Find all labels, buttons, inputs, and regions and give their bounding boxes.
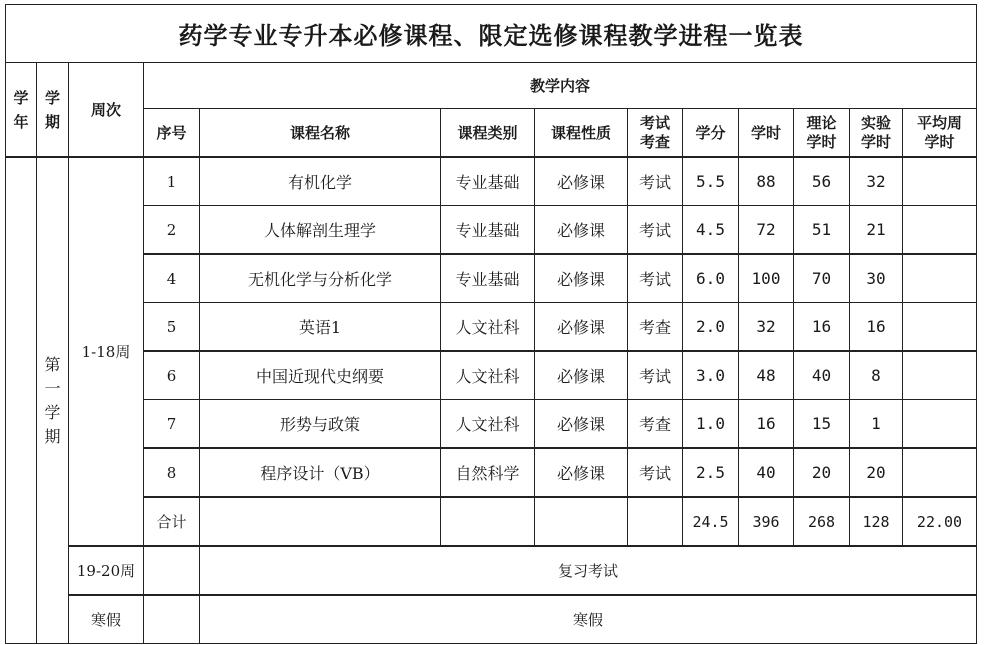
- lab-hours-cell: 8: [850, 351, 903, 400]
- theory-hours-cell: 56: [794, 157, 850, 206]
- table-row: [6, 351, 977, 400]
- hours-cell: 100: [739, 254, 794, 303]
- school-year-cell: [6, 157, 37, 644]
- review-empty-cell: [144, 546, 200, 595]
- header-course-name: 课程名称: [200, 109, 441, 158]
- avg-weekly-hours-cell: [903, 157, 977, 206]
- theory-hours-cell: 51: [794, 206, 850, 255]
- header-theory-hours-label: 理论 学时: [806, 113, 837, 151]
- credits-cell: 5.5: [683, 157, 739, 206]
- avg-weekly-hours-cell: [903, 254, 977, 303]
- avg-weekly-hours-cell: [903, 206, 977, 255]
- header-weeks: 周次: [69, 63, 144, 158]
- hours-cell: 40: [739, 448, 794, 497]
- header-avg-weekly-hours-label: 平均周 学时: [916, 113, 962, 151]
- exam-type-cell: 考试: [628, 206, 683, 255]
- course-category-cell: 自然科学: [441, 448, 535, 497]
- table-title: 药学专业专升本必修课程、限定选修课程教学进程一览表: [6, 5, 977, 63]
- theory-hours-cell: 20: [794, 448, 850, 497]
- avg-weekly-hours-cell: [903, 400, 977, 449]
- lab-hours-cell: 32: [850, 157, 903, 206]
- header-exam-type-label: 考试 考查: [639, 113, 670, 151]
- course-name-cell: 有机化学: [200, 157, 441, 206]
- course-nature-cell: 必修课: [535, 400, 628, 449]
- header-course-category: 课程类别: [441, 109, 535, 158]
- header-exam-type: [628, 109, 683, 158]
- lab-hours-cell: 30: [850, 254, 903, 303]
- table-row: [6, 303, 977, 352]
- course-nature-cell: 必修课: [535, 206, 628, 255]
- seq-cell: 7: [144, 400, 200, 449]
- course-name-cell: 程序设计（VB）: [200, 448, 441, 497]
- course-category-cell: 专业基础: [441, 254, 535, 303]
- total-empty-cell: [628, 497, 683, 546]
- hours-cell: 72: [739, 206, 794, 255]
- avg-weekly-hours-cell: [903, 351, 977, 400]
- course-category-cell: 专业基础: [441, 206, 535, 255]
- seq-cell: 1: [144, 157, 200, 206]
- course-category-cell: 人文社科: [441, 303, 535, 352]
- review-weeks-cell: 19-20周: [69, 546, 144, 595]
- total-empty-cell: [535, 497, 628, 546]
- theory-hours-cell: 16: [794, 303, 850, 352]
- hours-cell: 32: [739, 303, 794, 352]
- course-name-cell: 英语1: [200, 303, 441, 352]
- vacation-content-cell: 寒假: [200, 595, 977, 644]
- lab-hours-cell: 21: [850, 206, 903, 255]
- credits-cell: 2.0: [683, 303, 739, 352]
- seq-cell: 8: [144, 448, 200, 497]
- seq-cell: 5: [144, 303, 200, 352]
- hours-cell: 48: [739, 351, 794, 400]
- seq-cell: 2: [144, 206, 200, 255]
- course-name-cell: 形势与政策: [200, 400, 441, 449]
- course-name-cell: 中国近现代史纲要: [200, 351, 441, 400]
- total-lab-hours-cell: 128: [850, 497, 903, 546]
- course-category-cell: 人文社科: [441, 400, 535, 449]
- avg-weekly-hours-cell: [903, 303, 977, 352]
- course-category-cell: 人文社科: [441, 351, 535, 400]
- exam-type-cell: 考试: [628, 157, 683, 206]
- header-teaching-content: 教学内容: [144, 63, 977, 109]
- seq-cell: 4: [144, 254, 200, 303]
- vacation-weeks-cell: 寒假: [69, 595, 144, 644]
- semester-label: 第 一 学 期: [44, 354, 61, 446]
- total-theory-hours-cell: 268: [794, 497, 850, 546]
- vacation-empty-cell: [144, 595, 200, 644]
- exam-type-cell: 考试: [628, 254, 683, 303]
- semester-cell: [37, 157, 69, 644]
- header-credits: 学分: [683, 109, 739, 158]
- course-nature-cell: 必修课: [535, 448, 628, 497]
- course-name-cell: 人体解剖生理学: [200, 206, 441, 255]
- credits-cell: 4.5: [683, 206, 739, 255]
- review-row: [6, 546, 977, 595]
- header-school-year-label: 学 年: [13, 88, 29, 131]
- header-hours: 学时: [739, 109, 794, 158]
- hours-cell: 16: [739, 400, 794, 449]
- course-nature-cell: 必修课: [535, 254, 628, 303]
- total-empty-cell: [441, 497, 535, 546]
- total-hours-cell: 396: [739, 497, 794, 546]
- table-row: [6, 400, 977, 449]
- seq-cell: 6: [144, 351, 200, 400]
- header-school-year: [6, 63, 37, 158]
- header-semester-label: 学 期: [44, 88, 60, 131]
- course-nature-cell: 必修课: [535, 157, 628, 206]
- table-row: [6, 157, 977, 206]
- exam-type-cell: 考试: [628, 351, 683, 400]
- course-category-cell: 专业基础: [441, 157, 535, 206]
- header-seq: 序号: [144, 109, 200, 158]
- avg-weekly-hours-cell: [903, 448, 977, 497]
- total-empty-cell: [200, 497, 441, 546]
- vacation-row: [6, 595, 977, 644]
- credits-cell: 2.5: [683, 448, 739, 497]
- theory-hours-cell: 40: [794, 351, 850, 400]
- exam-type-cell: 考试: [628, 448, 683, 497]
- table-row: [6, 254, 977, 303]
- credits-cell: 1.0: [683, 400, 739, 449]
- course-name-cell: 无机化学与分析化学: [200, 254, 441, 303]
- course-nature-cell: 必修课: [535, 303, 628, 352]
- total-label-cell: 合计: [144, 497, 200, 546]
- total-row: [6, 497, 977, 546]
- table-row: [6, 448, 977, 497]
- header-semester: [37, 63, 69, 158]
- course-schedule-table: [5, 4, 977, 644]
- lab-hours-cell: 16: [850, 303, 903, 352]
- hours-cell: 88: [739, 157, 794, 206]
- header-theory-hours: [794, 109, 850, 158]
- header-lab-hours: [850, 109, 903, 158]
- course-nature-cell: 必修课: [535, 351, 628, 400]
- credits-cell: 3.0: [683, 351, 739, 400]
- theory-hours-cell: 15: [794, 400, 850, 449]
- weeks-range-cell: 1-18周: [69, 157, 144, 546]
- total-credits-cell: 24.5: [683, 497, 739, 546]
- exam-type-cell: 考查: [628, 303, 683, 352]
- lab-hours-cell: 20: [850, 448, 903, 497]
- credits-cell: 6.0: [683, 254, 739, 303]
- header-lab-hours-label: 实验 学时: [860, 113, 891, 151]
- exam-type-cell: 考查: [628, 400, 683, 449]
- table-row: [6, 206, 977, 255]
- lab-hours-cell: 1: [850, 400, 903, 449]
- header-avg-weekly-hours: [903, 109, 977, 158]
- header-course-nature: 课程性质: [535, 109, 628, 158]
- review-content-cell: 复习考试: [200, 546, 977, 595]
- total-avg-weekly-hours-cell: 22.00: [903, 497, 977, 546]
- theory-hours-cell: 70: [794, 254, 850, 303]
